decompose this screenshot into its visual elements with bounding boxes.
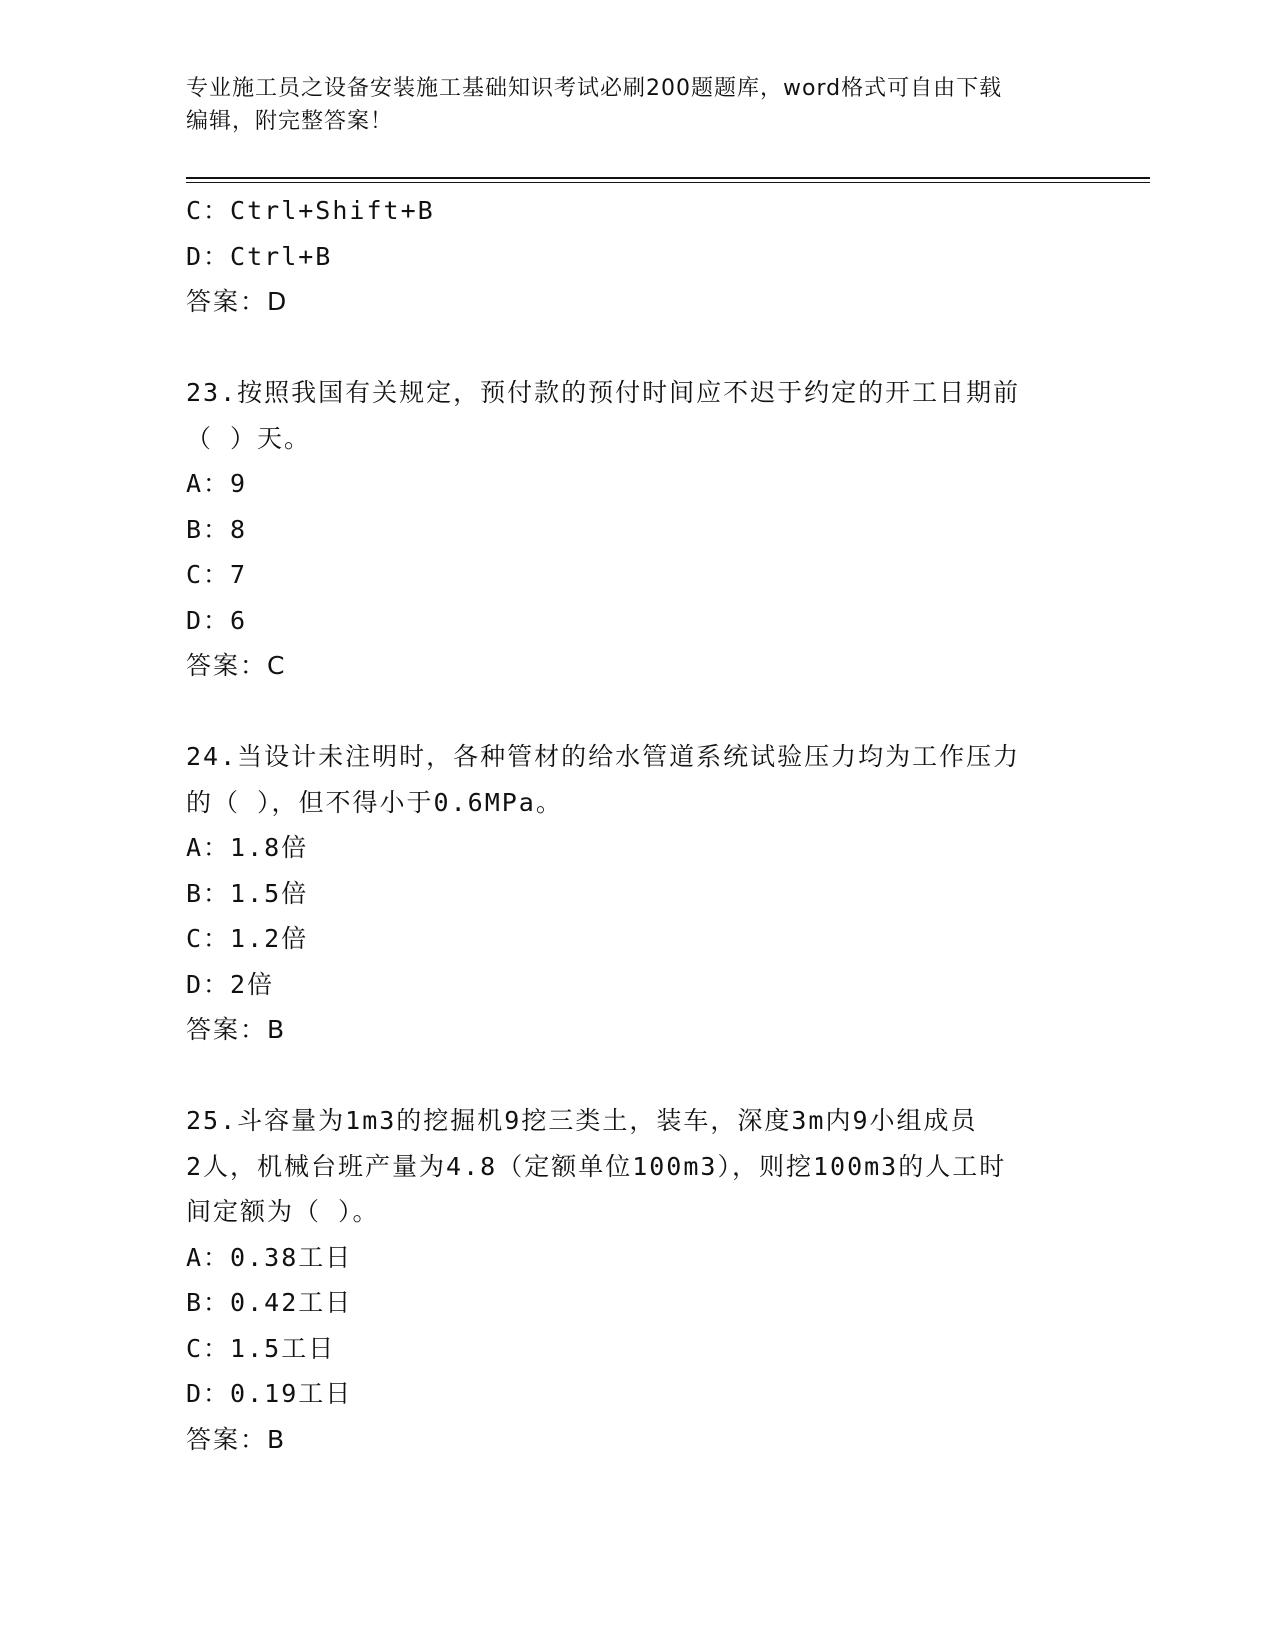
spacer — [186, 1053, 1086, 1099]
question-stem-line: 间定额为（ ）。 — [186, 1197, 380, 1226]
question-stem-line: 24.当设计未注明时，各种管材的给水管道系统试验压力均为工作压力 — [186, 742, 1021, 771]
spacer — [186, 325, 1086, 371]
option-b: B：8 — [186, 514, 248, 544]
option-d: D：0.19工日 — [186, 1379, 353, 1408]
option-c: C：Ctrl+Shift+B — [186, 196, 435, 225]
option-d: D：6 — [186, 605, 248, 635]
question-22-tail — [186, 188, 1086, 325]
header-divider-thin — [186, 182, 1150, 183]
header-line-1: 专业施工员之设备安装施工基础知识考试必刷200题题库，word格式可自由下载 — [186, 76, 1003, 101]
option-c: C：1.5工日 — [186, 1333, 336, 1363]
option-c: C：7 — [186, 560, 248, 589]
answer-line: 答案：C — [186, 651, 287, 680]
document-header — [186, 72, 1066, 138]
option-d: D：2倍 — [186, 969, 275, 999]
question-23 — [186, 370, 1086, 689]
option-c: C：1.2倍 — [186, 924, 309, 953]
question-stem-line: 2人，机械台班产量为4.8（定额单位100m3），则挖100m3的人工时 — [186, 1151, 1007, 1181]
question-stem-line: 25.斗容量为1m3的挖掘机9挖三类土，装车，深度3m内9小组成员 — [186, 1106, 978, 1135]
question-stem-line: 23.按照我国有关规定，预付款的预付时间应不迟于约定的开工日期前 — [186, 378, 1021, 407]
answer-line: 答案：B — [186, 1015, 287, 1044]
question-list — [186, 188, 1086, 1462]
option-b: B：0.42工日 — [186, 1288, 353, 1317]
answer-line: 答案：D — [186, 287, 289, 316]
option-a: A：9 — [186, 469, 248, 498]
header-line-2: 编辑，附完整答案！ — [186, 109, 394, 134]
question-stem-line: （ ）天。 — [186, 423, 312, 453]
question-stem-line: 的（ ），但不得小于0.6MPa。 — [186, 787, 563, 817]
question-24 — [186, 734, 1086, 1053]
question-25 — [186, 1098, 1086, 1462]
option-b: B：1.5倍 — [186, 878, 309, 908]
option-a: A：0.38工日 — [186, 1242, 353, 1272]
header-divider-thick — [186, 177, 1150, 179]
option-d: D：Ctrl+B — [186, 241, 333, 271]
option-a: A：1.8倍 — [186, 833, 309, 862]
spacer — [186, 689, 1086, 735]
answer-line: 答案：B — [186, 1424, 287, 1454]
